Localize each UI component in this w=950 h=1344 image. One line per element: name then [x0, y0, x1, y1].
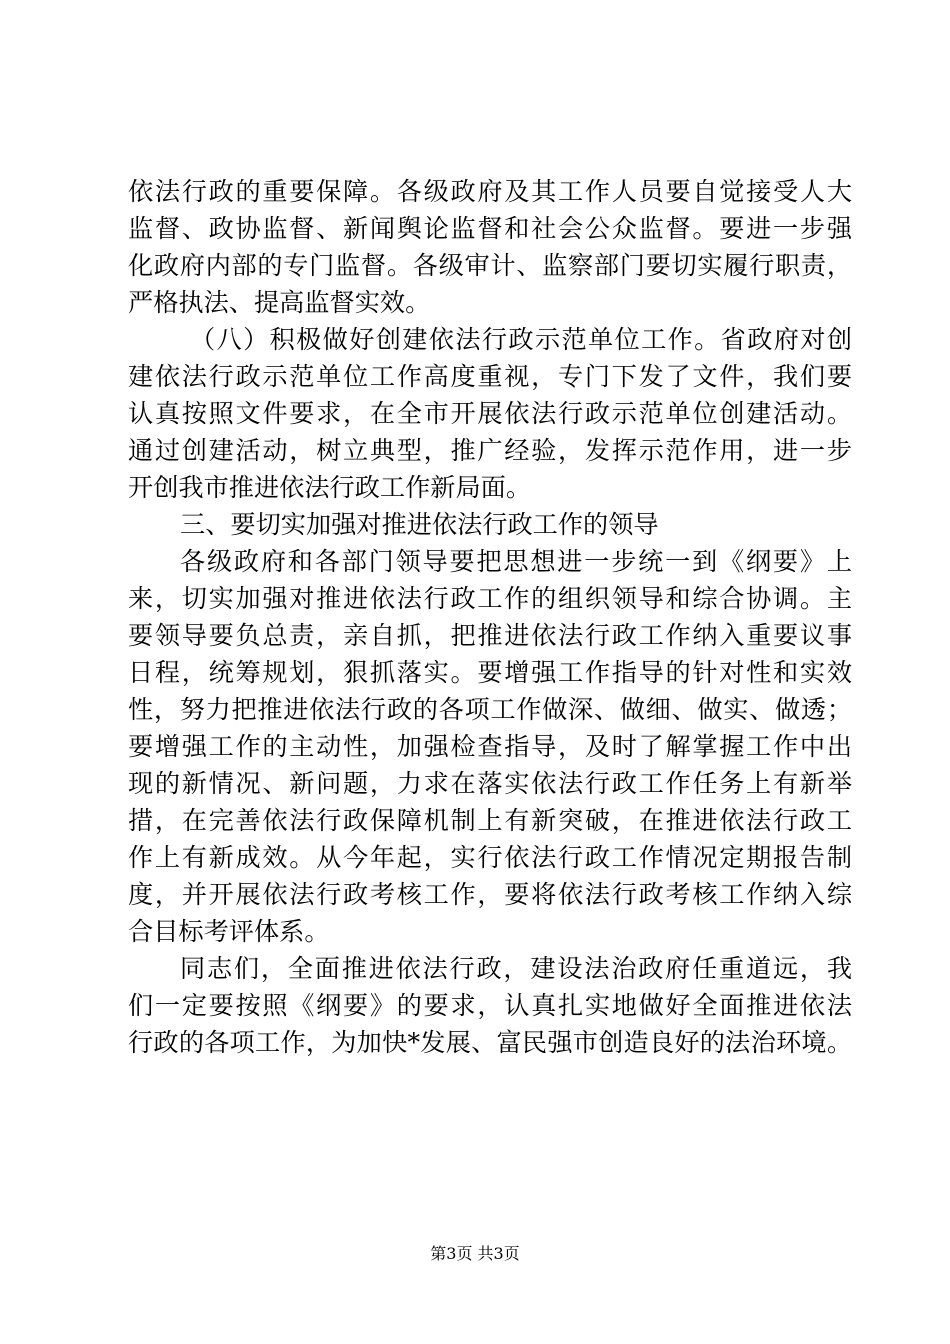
- section-heading: 三、要切实加强对推进依法行政工作的领导: [180, 510, 659, 539]
- text-line: 要增强工作的主动性，加强检查指导，及时了解掌握工作中出: [128, 732, 852, 761]
- text-line: 监督、政协监督、新闻舆论监督和社会公众监督。要进一步强: [128, 214, 852, 243]
- text-line: 认真按照文件要求，在全市开展依法行政示范单位创建活动。: [128, 399, 852, 428]
- text-line: 来，切实加强对推进依法行政工作的组织领导和综合协调。主: [128, 584, 852, 613]
- text-line: 行政的各项工作，为加快*发展、富民强市创造良好的法治环境。: [128, 1028, 852, 1057]
- text-line: 通过创建活动，树立典型，推广经验，发挥示范作用，进一步: [128, 436, 852, 465]
- text-line: 措，在完善依法行政保障机制上有新突破，在推进依法行政工: [128, 806, 852, 835]
- text-line: 日程，统筹规划，狠抓落实。要增强工作指导的针对性和实效: [128, 658, 852, 687]
- text-line: 严格执法、提高监督实效。: [128, 288, 431, 317]
- text-line: 开创我市推进依法行政工作新局面。: [128, 473, 531, 502]
- text-line: 化政府内部的专门监督。各级审计、监察部门要切实履行职责，: [128, 251, 852, 280]
- text-line: 建依法行政示范单位工作高度重视，专门下发了文件，我们要: [128, 362, 852, 391]
- text-line: （八）积极做好创建依法行政示范单位工作。省政府对创: [190, 325, 852, 354]
- text-line: 各级政府和各部门领导要把思想进一步统一到《纲要》上: [180, 547, 852, 576]
- text-line: 合目标考评体系。: [128, 917, 330, 946]
- text-line: 现的新情况、新问题，力求在落实依法行政工作任务上有新举: [128, 769, 852, 798]
- text-line: 依法行政的重要保障。各级政府及其工作人员要自觉接受人大: [128, 177, 852, 206]
- text-line: 性，努力把推进依法行政的各项工作做深、做细、做实、做透；: [128, 695, 852, 724]
- page-number-footer: 第3页 共3页: [430, 1244, 520, 1263]
- text-line: 们一定要按照《纲要》的要求，认真扎实地做好全面推进依法: [128, 991, 852, 1020]
- text-line: 同志们，全面推进依法行政，建设法治政府任重道远，我: [180, 954, 852, 983]
- text-line: 要领导要负总责，亲自抓，把推进依法行政工作纳入重要议事: [128, 621, 852, 650]
- text-line: 度，并开展依法行政考核工作，要将依法行政考核工作纳入综: [128, 880, 852, 909]
- text-line: 作上有新成效。从今年起，实行依法行政工作情况定期报告制: [128, 843, 852, 872]
- document-body: [128, 173, 852, 1061]
